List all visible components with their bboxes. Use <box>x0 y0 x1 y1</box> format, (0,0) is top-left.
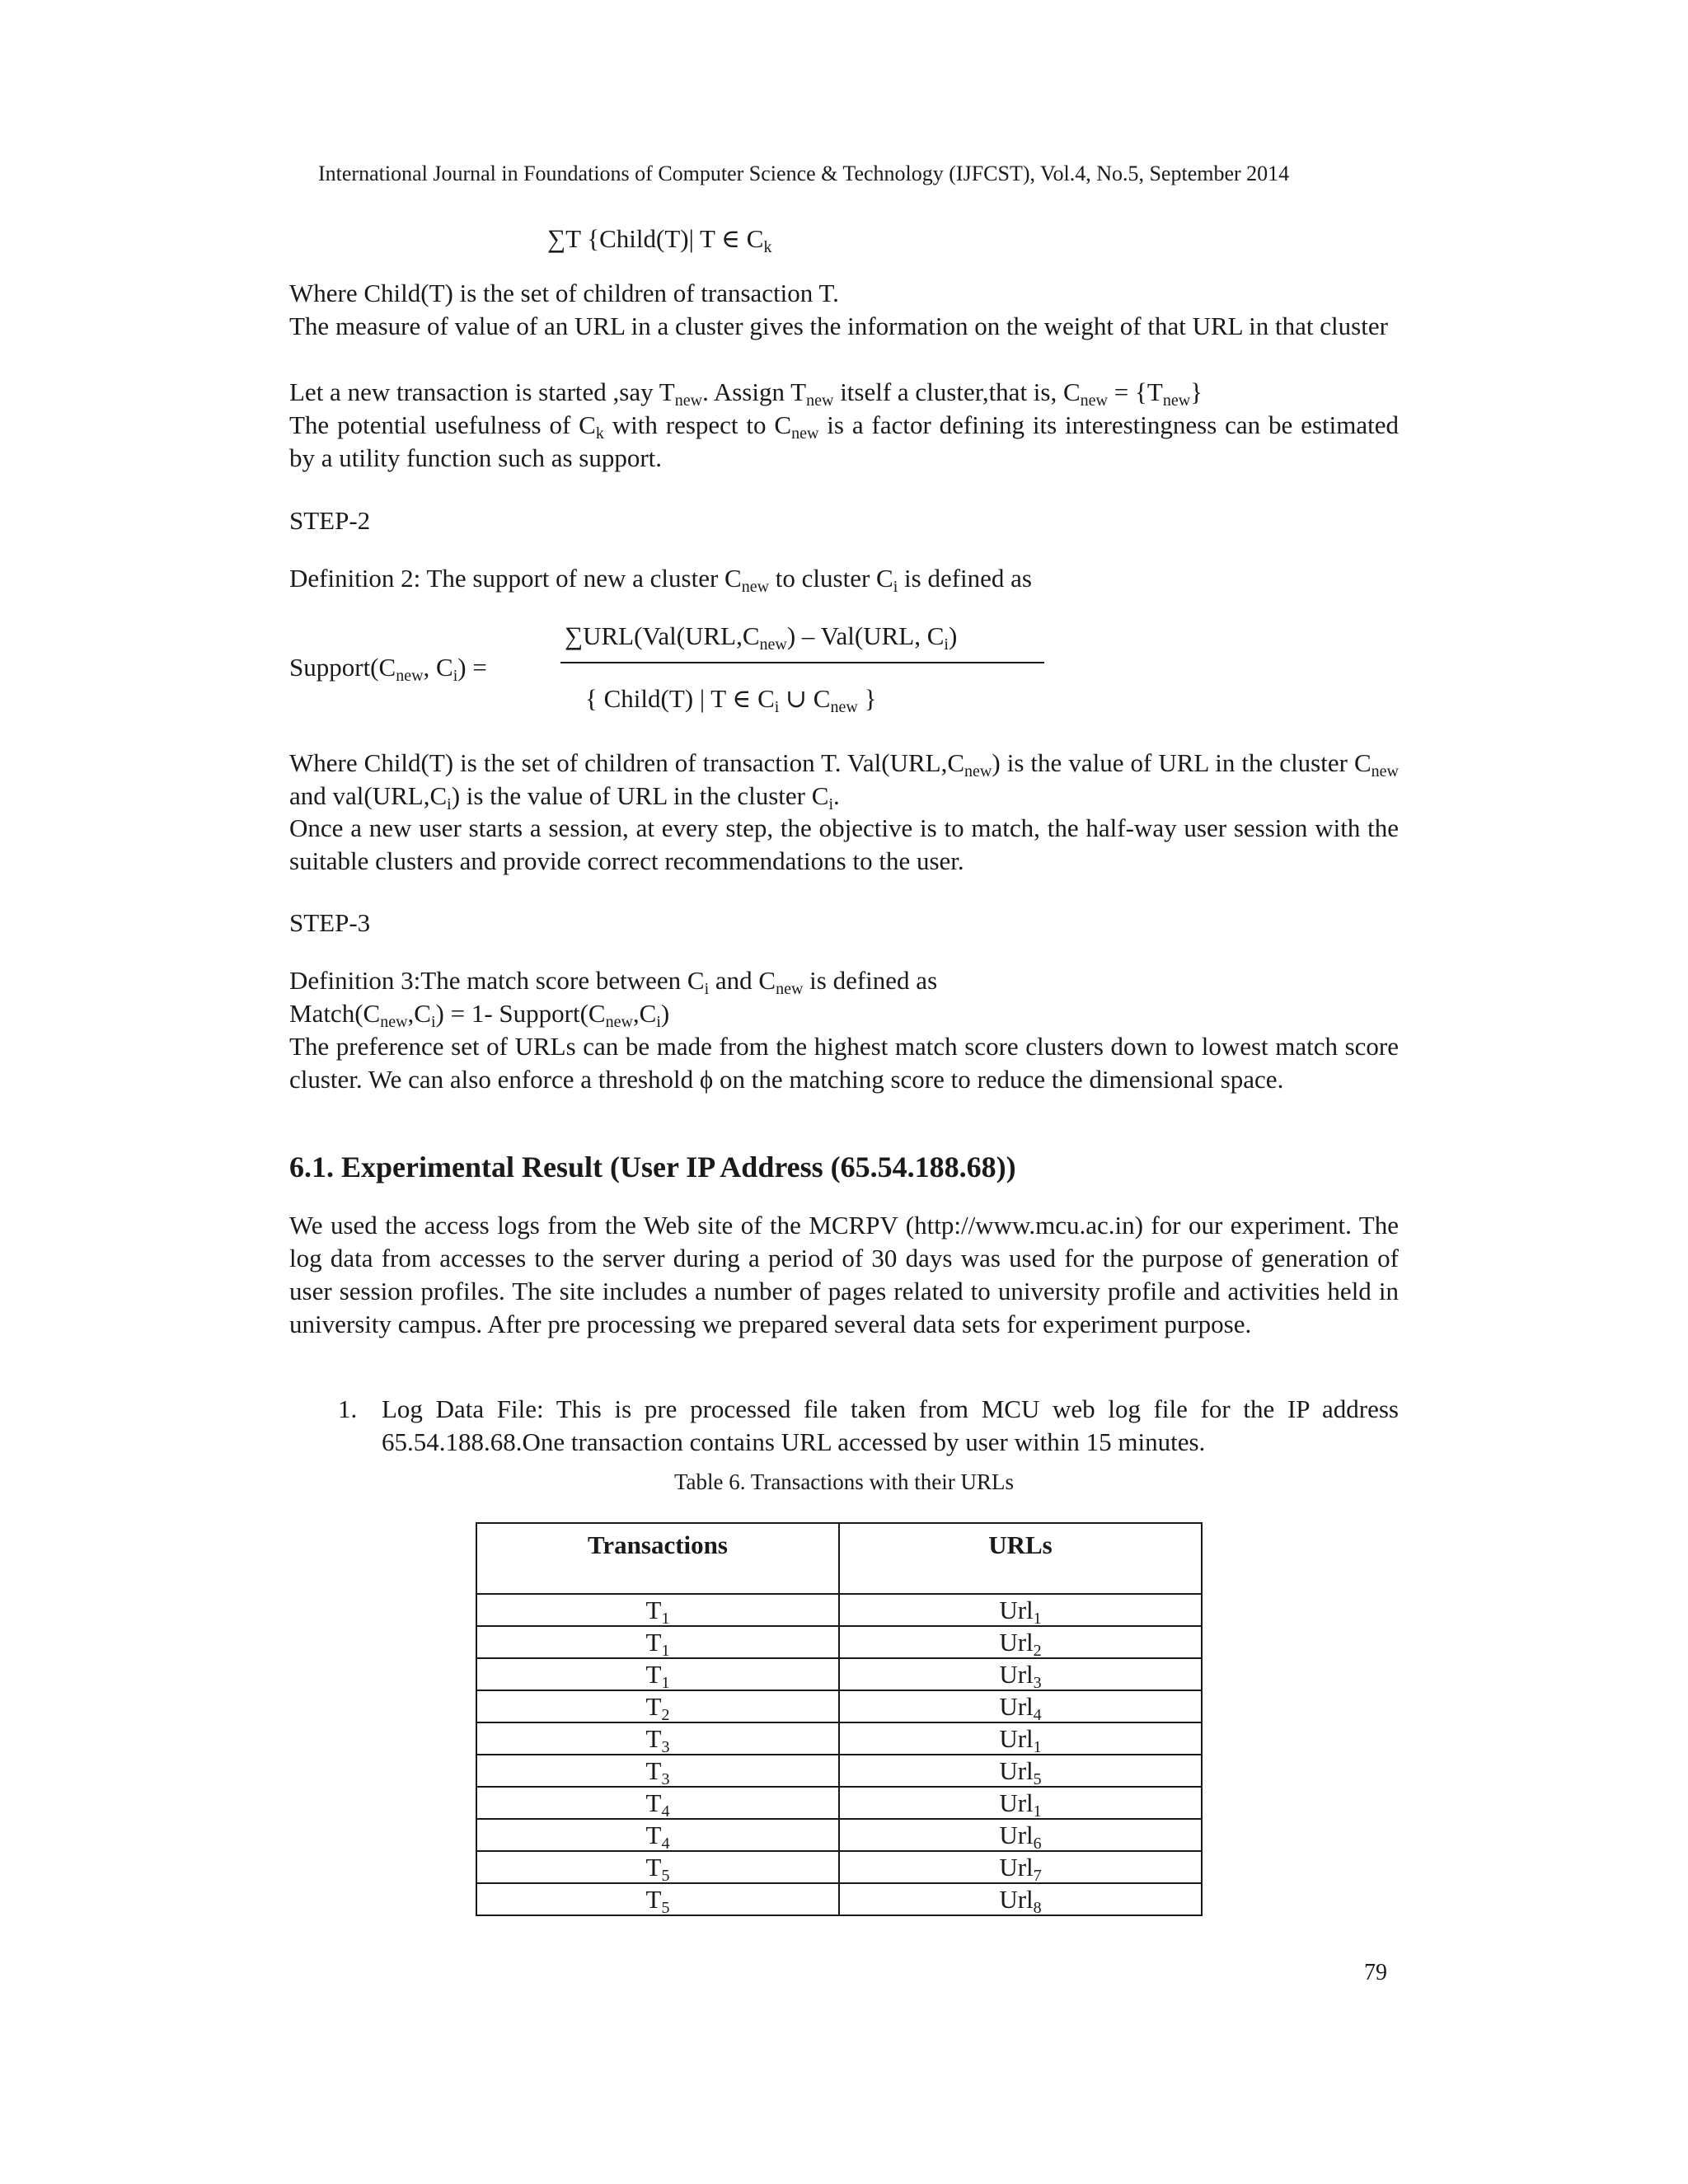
table-row <box>476 1755 1202 1787</box>
url-cell: Url$_8$ <box>839 1883 1202 1915</box>
url-cell: Url$_6$ <box>839 1819 1202 1851</box>
transaction-cell: $T_4$ <box>476 1819 839 1851</box>
transaction-cell: $T_1$ <box>476 1626 839 1658</box>
transaction-cell: $T_1$ <box>476 1658 839 1690</box>
paragraph-val-definition: Where Child(T) is the set of children of transaction T. $Val(URL,C_{new})$ is the value of URL in the cluster $C_{new}$ and $val(URL,C_i)$ is the value of URL in the cluster $C_i$. <box>289 748 1399 813</box>
definition-3: Definition 3:The match score between $C_i$ and $C_{new}$ is defined as <box>289 966 938 998</box>
column-header-urls: URLs <box>839 1523 1202 1594</box>
transaction-cell: $T_2$ <box>476 1690 839 1722</box>
paragraph-session-matching: Once a new user starts a session, at every step, the objective is to match, the half-way user session with the suitable clusters and provide correct recommendations to the user. <box>289 813 1399 875</box>
table-row <box>476 1690 1202 1722</box>
table-row <box>476 1787 1202 1819</box>
transaction-cell: $T_4$ <box>476 1787 839 1819</box>
paragraph-preference-set: The preference set of URLs can be made from the highest match score clusters down to lowest match score cluster. We can also enforce a threshold ϕ on the matching score to reduce the dimensional space. <box>289 1032 1399 1094</box>
table-row <box>476 1851 1202 1883</box>
url-cell: Url$_7$ <box>839 1851 1202 1883</box>
transaction-cell: $T_3$ <box>476 1722 839 1755</box>
support-lhs: $Support(C_{new}$, $C_i$) = <box>289 653 487 685</box>
paragraph-url-value: The measure of value of an URL in a cluster gives the information on the weight of that URL in that cluster <box>289 312 1388 340</box>
support-numerator: $\sum URL(Val(URL,C_{new}) - Val(URL$, $C_i$) <box>565 621 958 654</box>
transaction-cell: $T_5$ <box>476 1851 839 1883</box>
step-2-label: STEP-2 <box>289 506 371 535</box>
url-cell: Url$_3$ <box>839 1658 1202 1690</box>
transaction-cell: $T_1$ <box>476 1594 839 1626</box>
step-3-label: STEP-3 <box>289 908 371 937</box>
running-header: International Journal in Foundations of Computer Science & Technology (IJFCST), Vol.4, No.5, September 2014 <box>318 162 1290 185</box>
match-equation: $Match(C_{new},C_i) = 1-$ $Support(C_{new},C_i)$ <box>289 999 670 1031</box>
url-cell: Url$_1$ <box>839 1787 1202 1819</box>
url-cell: Url$_1$ <box>839 1722 1202 1755</box>
url-cell: Url$_5$ <box>839 1755 1202 1787</box>
table-row <box>476 1722 1202 1755</box>
table-caption: Table 6. Transactions with their URLs <box>673 1469 1015 1494</box>
transactions-table <box>476 1522 1203 1916</box>
url-cell: Url$_2$ <box>839 1626 1202 1658</box>
paragraph-access-logs: We used the access logs from the Web site of the MCRPV (http://www.mcu.ac.in) for our experiment. The log data from accesses to the server during a period of 30 days was used for the purpose of generation of user session profiles. The site includes a number of pages related to university profile and activities held in university campus. After pre processing we prepared several data sets for experiment purpose. <box>289 1211 1399 1338</box>
url-cell: Url$_1$ <box>839 1594 1202 1626</box>
paragraph-usefulness: The potential usefulness of $C_k$ with respect to $C_{new}$ is a factor defining its interestingness can be estimated by a utility function such as support. <box>289 410 1399 472</box>
table-row <box>476 1819 1202 1851</box>
definition-2: Definition 2: The support of new a cluster $C_{new}$ to cluster $C_i$ is defined as <box>289 564 1032 596</box>
list-item-log-data-file: Log Data File: This is pre processed file taken from MCU web log file for the IP address 65.54.188.68.One transaction contains URL accessed by user within 15 minutes. <box>382 1394 1399 1456</box>
paragraph-new-transaction: Let a new transaction is started ,say $T_{new}$. Assign $T_{new}$ itself a cluster,that is, $C_{new} = \{T_{new}\}$ <box>289 377 1203 410</box>
list-item-number: 1. <box>338 1394 358 1423</box>
page-number: 79 <box>1364 1960 1387 1985</box>
transaction-cell: $T_3$ <box>476 1755 839 1787</box>
table-row <box>476 1658 1202 1690</box>
paragraph-child-definition: Where Child(T) is the set of children of transaction T. <box>289 279 839 307</box>
column-header-transactions: Transactions <box>476 1523 839 1594</box>
child-sum-equation: ∑T {Child(T)| T ∈ $C_k$ <box>547 224 772 256</box>
table-row <box>476 1594 1202 1626</box>
table-row <box>476 1883 1202 1915</box>
support-denominator: { Child(T) | T ∈ $C_i$ ∪ $C_{new}$ } <box>585 684 877 716</box>
table-header-row <box>476 1523 1202 1594</box>
section-heading: 6.1. Experimental Result (User IP Address (65.54.188.68)) <box>289 1151 1016 1183</box>
transaction-cell: $T_5$ <box>476 1883 839 1915</box>
fraction-bar <box>560 662 1044 663</box>
table-row <box>476 1626 1202 1658</box>
url-cell: Url$_4$ <box>839 1690 1202 1722</box>
